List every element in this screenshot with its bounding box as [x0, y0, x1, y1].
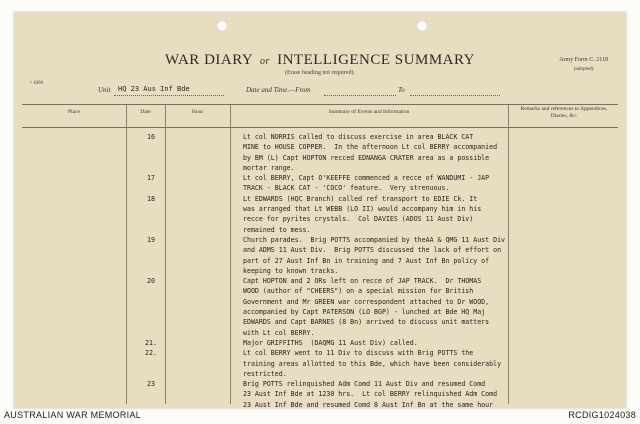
date-to-underline: [410, 95, 500, 96]
entry-row: [22, 338, 618, 348]
entry-text: Lt col BERRY went to 11 Div to discuss with Brig POTTS the: [243, 349, 474, 358]
entry-row: [22, 359, 618, 369]
date-from-underline: [324, 95, 396, 96]
entry-date: 16: [147, 133, 155, 141]
entry-row: [22, 266, 618, 276]
army-form-number: Army Form C. 2118: [559, 57, 608, 63]
entry-row: [22, 183, 618, 193]
entry-row: [22, 286, 618, 296]
entry-row: [22, 142, 618, 152]
entry-row: [22, 389, 618, 399]
unit-value: HQ 23 Aus Inf Bde: [118, 85, 190, 93]
entry-text: EDWARDS and Capt BARNES (8 Bn) arrived to discuss unit matters: [243, 318, 490, 327]
entry-text: accompanied by Capt PATERSON (LO BGP) - lunched at Bde HQ Maj: [243, 308, 486, 317]
entry-row: [22, 297, 618, 307]
entry-text: mortar range.: [243, 163, 295, 172]
entry-row: [22, 163, 618, 173]
entry-row: [22, 194, 618, 204]
entry-row: [22, 379, 618, 389]
unit-underline: [114, 95, 224, 96]
entry-row: [22, 153, 618, 163]
diary-entries: [22, 132, 618, 408]
entry-text: recce for pyrites crystals. Col DAVIES (ADOS 11 Aust Div): [243, 215, 474, 224]
entry-row: [22, 369, 618, 379]
entry-text: keeping to known tracks.: [243, 266, 339, 275]
entry-text: remained to mess.: [243, 225, 311, 234]
entry-row: [22, 307, 618, 317]
header-date: Date: [140, 109, 151, 115]
entry-row: [22, 348, 618, 358]
entry-text: 23 Aust Inf Bde at 1230 hrs. Lt col BERRY relinquished Adm Comd: [243, 390, 498, 399]
entry-text: Government and Mr GREEN war correspondent attached to Dr WOOD,: [243, 297, 490, 306]
footer-archive-name: AUSTRALIAN WAR MEMORIAL: [4, 410, 142, 420]
diary-table: [22, 104, 618, 408]
entry-row: [22, 204, 618, 214]
entry-row: [22, 225, 618, 235]
entry-text: part of 27 Aust Inf Bn in training and 7 Aust Inf Bn policy of: [243, 256, 490, 265]
entry-date: 23: [147, 380, 155, 389]
entry-row: [22, 317, 618, 327]
entry-date: 21.: [145, 338, 157, 347]
entry-text: with Lt col BERRY.: [243, 328, 315, 337]
header-remarks: Remarks and references to Appendices, Diaries, &c.: [520, 106, 608, 119]
entry-text: Lt col BERRY, Capt O'KEEFFE commenced a recce of WANDUMI - JAP: [243, 174, 490, 183]
entry-date: 22.: [145, 349, 157, 358]
punch-hole: [216, 20, 228, 32]
entry-text: was arranged that Lt WEBB (LO II) would accompany him in his: [243, 205, 482, 214]
entry-text: TRACK - BLACK CAT - 'COCO' feature. Very strenuous.: [243, 184, 450, 193]
entry-text: Church parades. Brig POTTS accompanied by theAA & QMG 11 Aust Div: [243, 235, 506, 244]
entry-row: [22, 245, 618, 255]
entry-text: Lt EDWARDS (HQC Branch) called ref transport to EDIE Ck. It: [243, 194, 478, 203]
army-form-adopted: (adopted): [573, 67, 594, 72]
entry-text: Capt HOPTON and 2 ORs left on recce of JAP TRACK. Dr THOMAS: [243, 277, 482, 286]
unit-label: Unit: [98, 86, 111, 94]
page-title: [14, 52, 626, 69]
entry-row: [22, 328, 618, 338]
entry-row: [22, 173, 618, 183]
title-or: or: [259, 56, 270, 67]
entry-text: restricted.: [243, 369, 287, 378]
entry-text: WOOD (author of "CHEERS") on a special mission for British: [243, 287, 474, 296]
header-place: Place: [68, 109, 80, 115]
entry-date: 20: [147, 277, 155, 286]
entry-text: and ADMS 11 Aust Div. Brig POTTS discussed the lack of effort on: [243, 246, 502, 255]
entry-text: Lt col NORRIS called to discuss exercise in area BLACK CAT: [243, 133, 474, 141]
header-summary: Summary of Events and Information: [328, 109, 410, 115]
army-form-label: [559, 56, 608, 74]
footer-record-id: RCDIG1024038: [568, 410, 636, 420]
entry-row: [22, 235, 618, 245]
entry-text: 23 Aust Inf Bde and resumed Comd 8 Aust Inf Bn at the same hour: [243, 400, 494, 408]
entry-row: [22, 276, 618, 286]
entry-row: [22, 400, 618, 408]
title-intelligence-summary: INTELLIGENCE SUMMARY: [277, 52, 476, 68]
diary-page: [14, 12, 626, 408]
page-subtitle: (Erase heading not required).: [285, 70, 355, 76]
header-hour: Hour: [191, 109, 204, 115]
entry-text: by BM (L) Capt HOPTON recced EDNANGA CRATER area as a possible: [243, 153, 490, 162]
entry-date: 18: [147, 194, 155, 203]
entry-date: 19: [147, 235, 155, 244]
title-war-diary: WAR DIARY: [164, 52, 253, 68]
entry-text: Brig POTTS relinquished Adm Comd 11 Aust Div and resumed Comd: [243, 380, 486, 389]
entry-row: [22, 132, 618, 142]
entry-row: [22, 214, 618, 224]
date-time-from-label: Date and Time.—From: [246, 86, 311, 94]
entry-row: [22, 256, 618, 266]
entry-text: Major GRIFFITHS (DAQMG 11 Aust Div) called.: [243, 338, 418, 347]
punch-hole: [416, 20, 428, 32]
date-to-label: To: [398, 86, 405, 94]
entry-text: training areas allotted to this Bde, which have been considerably: [243, 359, 502, 368]
entry-text: MINE to HOUSE COPPER. In the afternoon Lt col BERRY accompanied: [243, 143, 498, 152]
print-mark: • 1000: [30, 81, 44, 86]
entry-date: 17: [147, 174, 155, 183]
